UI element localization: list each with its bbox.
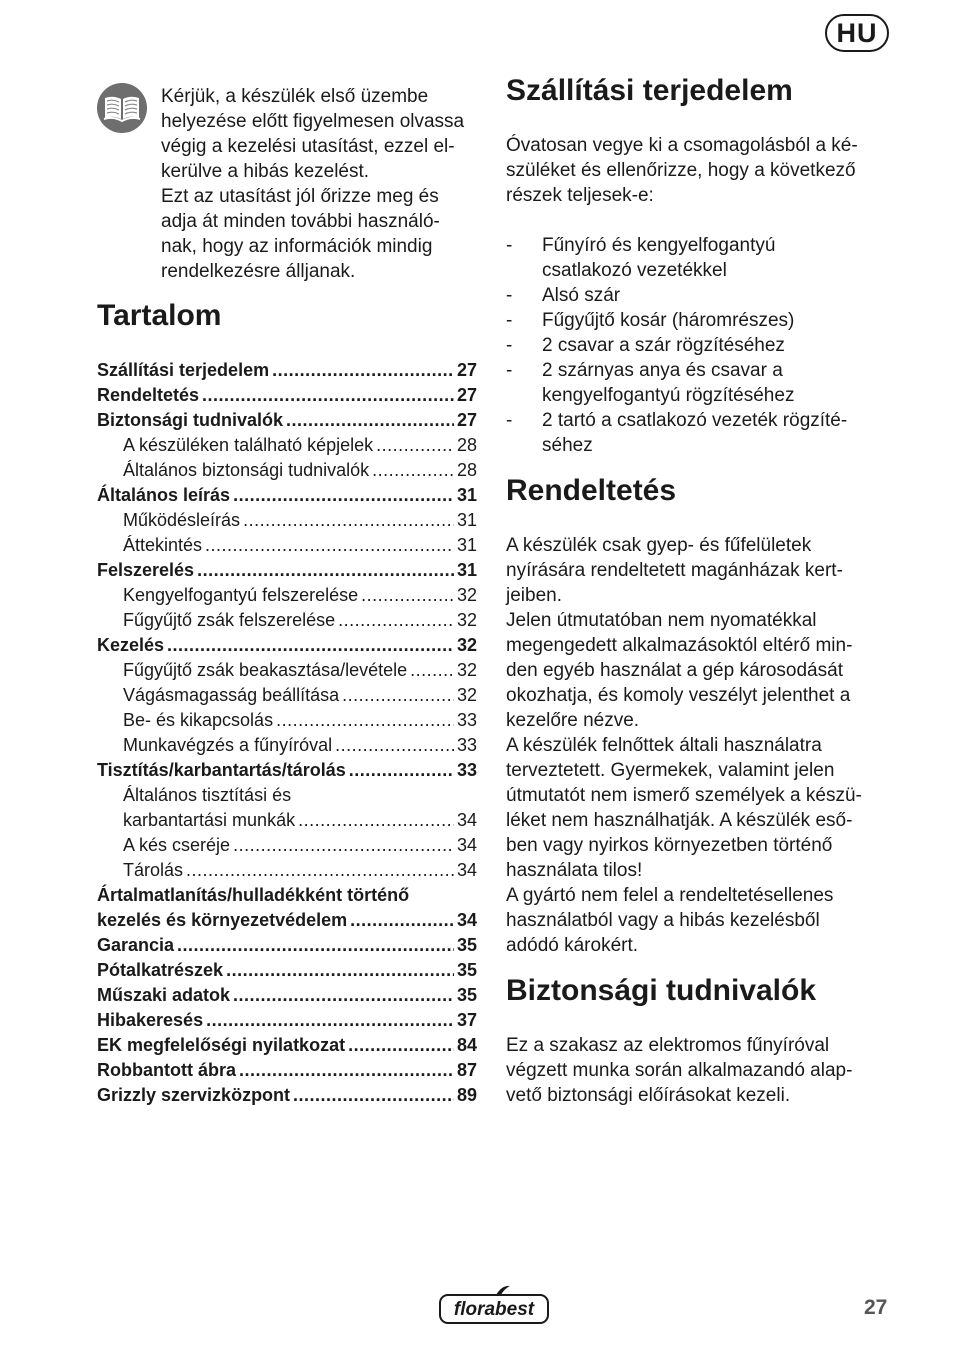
toc-entry-text: Felszerelés [97, 560, 195, 580]
toc-entry[interactable] [97, 683, 477, 708]
purpose-title: Rendeltetés [506, 474, 677, 507]
toc-entry-page: 28 [456, 460, 477, 480]
toc-entry[interactable] [97, 833, 477, 858]
purpose-paragraph [506, 533, 896, 958]
toc-entry[interactable] [97, 733, 477, 758]
toc-entry-text: Fűgyűjtő zsák felszerelése [123, 610, 336, 630]
list-item [506, 408, 896, 458]
toc-title: Tartalom [97, 299, 222, 332]
toc-dot-leader [233, 983, 454, 1008]
list-item-line: - Fűgyűjtő kosár (háromrészes) [542, 310, 795, 331]
list-item [506, 308, 896, 333]
text-line: nyírására rendeltetett magánházak kert- [506, 560, 843, 581]
toc-entry[interactable] [97, 608, 477, 633]
list-item-line: - 2 szárnyas anya és csavar a [542, 360, 783, 381]
toc-entry[interactable] [97, 658, 477, 683]
text-line: A készülék csak gyep- és fűfelületek [506, 535, 812, 556]
toc-entry-page: 27 [456, 410, 477, 430]
toc-dot-leader [167, 633, 454, 658]
intro-text [161, 84, 491, 284]
toc-entry[interactable] [97, 433, 477, 458]
toc-entry[interactable] [97, 633, 477, 658]
toc-entry-page: 27 [456, 360, 477, 380]
list-item-line: séhez [542, 435, 593, 456]
toc-entry-page: 34 [456, 835, 477, 855]
toc-entry-text: Garancia [97, 935, 175, 955]
toc-dot-leader [197, 558, 454, 583]
toc-entry-text: Tisztítás/karbantartás/tárolás [97, 760, 346, 780]
toc-entry-page: 34 [456, 810, 477, 830]
toc-entry-page: 34 [456, 910, 477, 930]
text-line: terveztetett. Gyermekek, valamint jelen [506, 760, 835, 781]
list-item [506, 233, 896, 283]
text-line: kezelőre nézve. [506, 710, 640, 731]
toc-dot-leader [177, 933, 454, 958]
toc-entry-page: 37 [456, 1010, 477, 1030]
toc-entry[interactable] [97, 708, 477, 733]
toc-entry-text: Fűgyűjtő zsák beakasztása/levétele [123, 660, 408, 680]
delivery-title: Szállítási terjedelem [506, 74, 793, 107]
toc-entry-text: EK megfelelőségi nyilatkozat [97, 1035, 346, 1055]
text-line: szüléket és ellenőrizze, hogy a következő [506, 160, 856, 181]
toc-entry-page: 32 [456, 635, 477, 655]
toc-entry-text: Grizzly szervizközpont [97, 1085, 291, 1105]
toc-dot-leader [233, 483, 454, 508]
text-line: végig a kezelési utasítást, ezzel el- [161, 136, 455, 157]
toc-entry-text: Be- és kikapcsolás [123, 710, 274, 730]
toc-entry-text: Működésleírás [123, 510, 241, 530]
toc-entry-page: 35 [456, 935, 477, 955]
text-line: helyezése előtt figyelmesen olvassa [161, 111, 465, 132]
text-line: kerülve a hibás kezelést. [161, 161, 370, 182]
toc-entry-text: A kés cseréje [123, 835, 231, 855]
brand-name: florabest [453, 1299, 535, 1320]
text-line: részek teljesek-e: [506, 185, 654, 206]
toc-entry-page: 87 [456, 1060, 477, 1080]
text-line: megengedett alkalmazásoktól eltérő min- [506, 635, 853, 656]
toc-dot-leader [243, 508, 454, 533]
toc-entry-text: Szállítási terjedelem [97, 360, 270, 380]
toc-dot-leader [206, 1008, 454, 1033]
toc-entry[interactable] [97, 858, 477, 883]
toc-dot-leader [298, 808, 454, 833]
text-line: jeiben. [506, 585, 562, 606]
toc-dot-leader [349, 758, 454, 783]
florabest-logo [438, 1283, 550, 1325]
toc-entry-text: Általános biztonsági tudnivalók [123, 460, 370, 480]
text-line: Jelen útmutatóban nem nyomatékkal [506, 610, 817, 631]
toc-entry-text: karbantartási munkák [123, 810, 296, 830]
toc-entry[interactable] [97, 908, 477, 933]
toc-entry[interactable] [97, 958, 477, 983]
delivery-paragraph [506, 133, 896, 208]
toc-entry-text: Biztonsági tudnivalók [97, 410, 284, 430]
text-line: léket nem használhatják. A készülék eső- [506, 810, 853, 831]
toc-entry-page: 33 [456, 735, 477, 755]
toc-entry[interactable] [97, 558, 477, 583]
toc-entry[interactable] [97, 358, 477, 383]
list-item-line: - Fűnyíró és kengyelfogantyú [542, 235, 776, 256]
toc-entry-page: 31 [456, 510, 477, 530]
toc-entry-text: Robbantott ábra [97, 1060, 236, 1080]
text-line: okozhatja, és komoly veszélyt jelenthet a [506, 685, 851, 706]
text-line: A készülék felnőttek általi használatra [506, 735, 822, 756]
language-badge: HU [825, 14, 889, 52]
toc-dot-leader [202, 383, 454, 408]
delivery-list [506, 233, 896, 458]
toc-dot-leader [233, 833, 454, 858]
list-item-line: - Alsó szár [542, 285, 621, 306]
text-line: ben vagy nyirkos környezetben történő [506, 835, 833, 856]
toc-entry-text: Vágásmagasság beállítása [123, 685, 340, 705]
safety-title: Biztonsági tudnivalók [506, 974, 817, 1007]
toc-entry[interactable] [97, 508, 477, 533]
toc-entry-page: 33 [456, 710, 477, 730]
text-line: útmutatót nem ismerő személyek a készü- [506, 785, 862, 806]
toc-entry[interactable] [97, 783, 477, 808]
toc-entry[interactable] [97, 1058, 477, 1083]
toc-dot-leader [350, 908, 454, 933]
toc-entry[interactable] [97, 1083, 477, 1108]
toc-entry-text: Pótalkatrészek [97, 960, 224, 980]
text-line: Kérjük, a készülék első üzembe [161, 86, 429, 107]
text-line: adódó károkért. [506, 935, 639, 956]
toc-entry-page: 31 [456, 485, 477, 505]
toc-entry[interactable] [97, 383, 477, 408]
toc-entry-page: 32 [456, 610, 477, 630]
page-number: 27 [864, 1296, 888, 1319]
toc-entry-text: Hibakeresés [97, 1010, 204, 1030]
toc-entry-text: Áttekintés [123, 535, 203, 555]
text-line: használata tilos! [506, 860, 643, 881]
toc-entry-page: 89 [456, 1085, 477, 1105]
text-line: Ezt az utasítást jól őrizze meg és [161, 186, 439, 207]
text-line: végzett munka során alkalmazandó alap- [506, 1060, 853, 1081]
toc-entry[interactable] [97, 583, 477, 608]
list-item-line: csatlakozó vezetékkel [542, 260, 727, 281]
toc-dot-leader [226, 958, 454, 983]
toc-entry[interactable] [97, 1033, 477, 1058]
toc-entry-text: Ártalmatlanítás/hulladékként történő [97, 885, 410, 905]
toc-dot-leader [348, 1033, 454, 1058]
toc-dot-leader [186, 858, 454, 883]
toc-entry-text: Általános tisztítási és [123, 785, 292, 805]
toc-entry[interactable] [97, 458, 477, 483]
text-line: Ez a szakasz az elektromos fűnyíróval [506, 1035, 830, 1056]
toc-entry-page: 32 [456, 585, 477, 605]
text-line: vető biztonsági előírásokat kezeli. [506, 1085, 791, 1106]
toc-entry-page: 35 [456, 985, 477, 1005]
toc-entry-text: kezelés és környezetvédelem [97, 910, 348, 930]
list-item-line: - 2 csavar a szár rögzítéséhez [542, 335, 785, 356]
toc-entry-text: Rendeltetés [97, 385, 200, 405]
toc-dot-leader [342, 683, 454, 708]
toc-entry-page: 32 [456, 685, 477, 705]
toc-dot-leader [205, 533, 454, 558]
list-item [506, 283, 896, 308]
toc-entry[interactable] [97, 408, 477, 433]
toc-entry-text: Tárolás [123, 860, 184, 880]
toc-dot-leader [372, 458, 454, 483]
list-item [506, 333, 896, 358]
toc-dot-leader [335, 733, 454, 758]
toc-entry[interactable] [97, 1008, 477, 1033]
toc-entry-page: 27 [456, 385, 477, 405]
toc-entry[interactable] [97, 808, 477, 833]
toc-dot-leader [410, 658, 454, 683]
list-item-line: - 2 tartó a csatlakozó vezeték rögzíté- [542, 410, 848, 431]
text-line: használatból vagy a hibás kezelésből [506, 910, 820, 931]
text-line: Óvatosan vegye ki a csomagolásból a ké- [506, 135, 858, 156]
toc-entry-page: 33 [456, 760, 477, 780]
toc-entry-page: 31 [456, 535, 477, 555]
toc-dot-leader [361, 583, 454, 608]
toc-entry-page: 28 [456, 435, 477, 455]
toc-entry-page: 32 [456, 660, 477, 680]
safety-paragraph [506, 1033, 896, 1108]
toc-dot-leader [338, 608, 454, 633]
toc-entry-page: 34 [456, 860, 477, 880]
toc-entry[interactable] [97, 758, 477, 783]
book-icon [96, 82, 148, 134]
toc-entry[interactable] [97, 983, 477, 1008]
toc-entry[interactable] [97, 883, 477, 908]
table-of-contents [97, 358, 477, 1108]
toc-dot-leader [293, 1083, 454, 1108]
toc-dot-leader [376, 433, 454, 458]
text-line: A gyártó nem felel a rendeltetésellenes [506, 885, 834, 906]
list-item [506, 358, 896, 408]
text-line: nak, hogy az információk mindig [161, 236, 433, 257]
text-line: den egyéb használat a gép károsodását [506, 660, 843, 681]
toc-entry-text: Munkavégzés a fűnyíróval [123, 735, 333, 755]
text-line: rendelkezésre álljanak. [161, 261, 356, 282]
toc-dot-leader [272, 358, 454, 383]
toc-dot-leader [286, 408, 454, 433]
toc-entry-text: Műszaki adatok [97, 985, 231, 1005]
toc-entry-text: Általános leírás [97, 485, 231, 505]
toc-entry-text: A készüléken található képjelek [123, 435, 374, 455]
toc-entry[interactable] [97, 533, 477, 558]
list-item-line: kengyelfogantyú rögzítéséhez [542, 385, 795, 406]
toc-entry-page: 31 [456, 560, 477, 580]
text-line: adja át minden további használó- [161, 211, 440, 232]
toc-dot-leader [276, 708, 454, 733]
toc-dot-leader [239, 1058, 454, 1083]
toc-entry-text: Kezelés [97, 635, 165, 655]
toc-entry-text: Kengyelfogantyú felszerelése [123, 585, 359, 605]
toc-entry[interactable] [97, 483, 477, 508]
toc-entry-page: 84 [456, 1035, 477, 1055]
toc-entry-page: 35 [456, 960, 477, 980]
toc-entry[interactable] [97, 933, 477, 958]
